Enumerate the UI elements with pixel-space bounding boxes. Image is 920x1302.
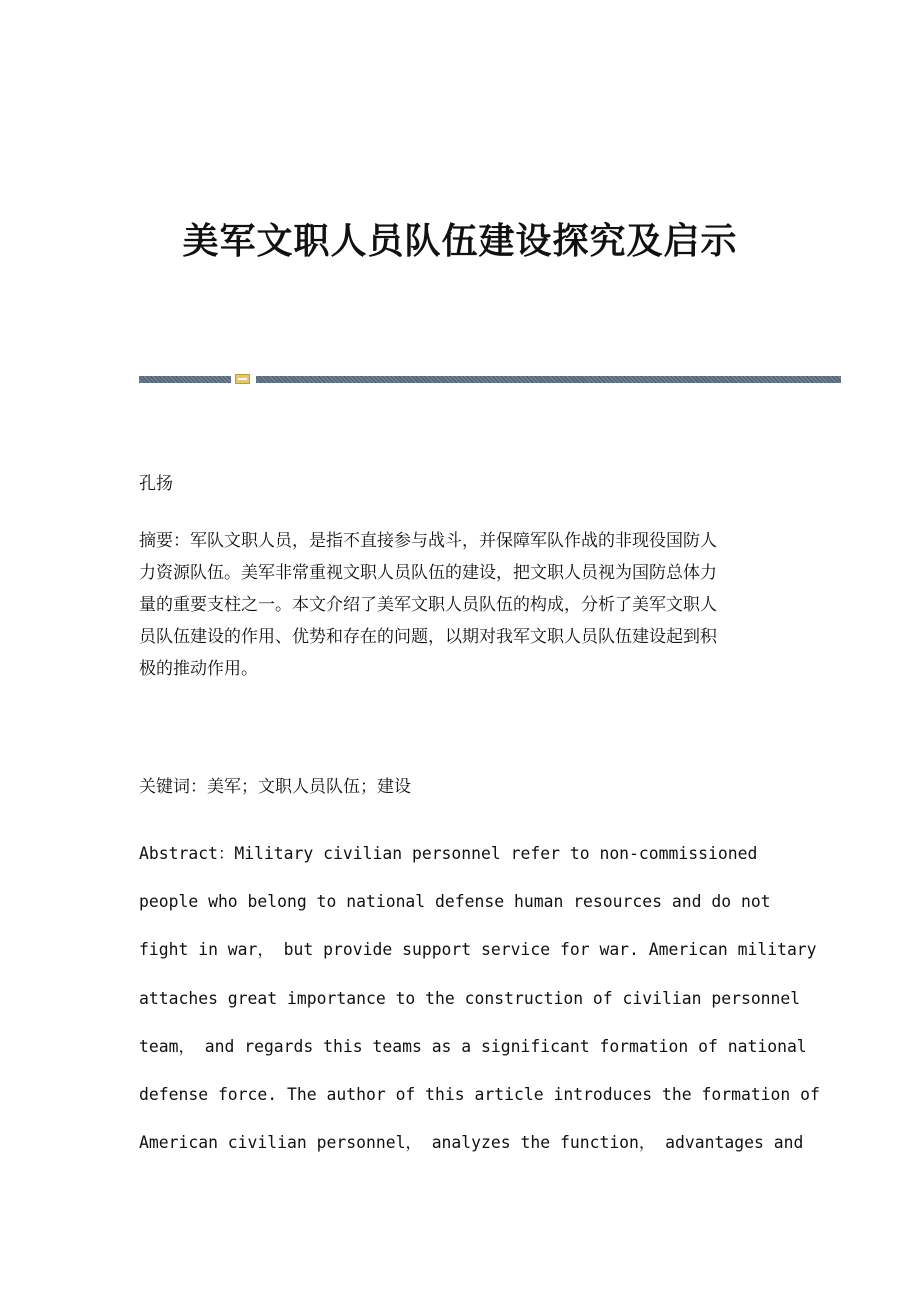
abstract-cn-line: 量的重要支柱之一。本文介绍了美军文职人员队伍的构成，分析了美军文职人 [139,595,717,615]
title-divider [139,374,841,384]
abstract-en-line: attaches great importance to the construction of civilian personnel [139,988,801,1008]
abstract-en-line: Abstract：Military civilian personnel refer to non-commissioned [139,844,758,863]
abstract-en-line: team， and regards this teams as a significant formation of national [139,1036,807,1056]
chinese-abstract [139,525,779,685]
abstract-cn-line: 员队伍建设的作用、优势和存在的问题，以期对我军文职人员队伍建设起到积 [139,627,717,647]
divider-bar-right [256,376,841,383]
abstract-en-line: defense force. The author of this article introduces the formation of [139,1085,820,1105]
divider-ornament-icon [235,374,250,384]
paper-title: 美军文职人员队伍建设探究及启示 [182,220,738,262]
abstract-en-line: American civilian personnel， analyzes the function， advantages and [139,1133,804,1153]
abstract-en-line: fight in war， but provide support service for war. American military [139,940,817,960]
author-name: 孔扬 [139,474,173,494]
divider-bar-left [139,376,231,383]
keywords: 关键词：美军；文职人员队伍；建设 [139,777,411,797]
english-abstract [139,830,820,1167]
abstract-cn-line: 极的推动作用。 [139,659,258,679]
abstract-en-line: people who belong to national defense human resources and do not [139,892,771,912]
abstract-cn-line: 摘要：军队文职人员，是指不直接参与战斗，并保障军队作战的非现役国防人 [139,531,717,551]
abstract-cn-line: 力资源队伍。美军非常重视文职人员队伍的建设，把文职人员视为国防总体力 [139,563,717,583]
